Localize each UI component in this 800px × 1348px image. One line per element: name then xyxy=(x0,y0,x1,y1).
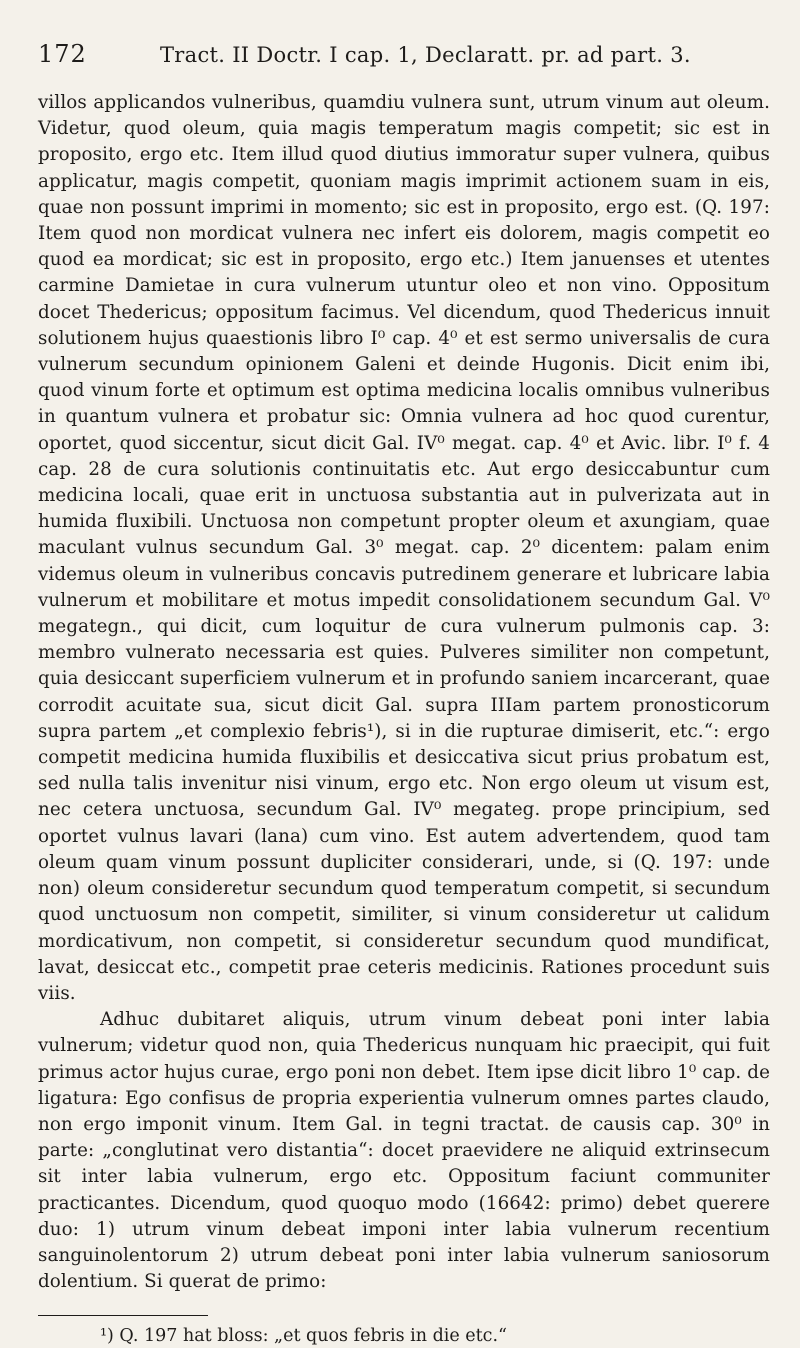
paragraph-2: Adhuc dubitaret aliquis, utrum vinum debeat poni inter labia vulnerum; videtur quod non, quia Thedericus nunquam hic praecipit, qui fuit primus actor hujus curae, ergo poni non debet. Item ipse dicit libro 1⁰ cap. de ligatura: Ego confisus de propria experientia vulnerum omnes partes claudo, non ergo imponit vinum. Item Gal. in tegni tractat. de causis cap. 30⁰ in parte: „conglutinat vero distantia“: docet praevidere ne aliquid extrinsecum sit inter labia vulnerum, ergo etc. Oppositum faciunt communiter practicantes. Dicendum, quod quoquo modo (16642: primo) debet querere duo: 1) utrum vinum debeat imponi inter labia vulnerum recentium sanguinolentorum 2) utrum debeat poni inter labia vulnerum saniosorum dolentium. Si querat de primo: xyxy=(38,1009,770,1293)
paragraph-1: villos applicandos vulneribus, quamdiu vulnera sunt, utrum vinum aut oleum. Videtur, quod oleum, quia magis temperatum magis competit; sic est in proposito, ergo etc. Item illud quod diutius immoratur super vulnera, quibus applicatur, magis competit, quoniam magis imprimit actionem suam in eis, quae non possunt imprimi in momento; sic est in proposito, ergo est. (Q. 197: Item quod non mordicat vulnera nec infert eis dolorem, magis competit eo quod ea mordicat; sic est in proposito, ergo etc.) Item januenses et utentes carmine Damietae in cura vulnerum utuntur oleo et non vino. Oppositum docet Thedericus; oppositum facimus. Vel dicendum, quod Thedericus innuit solutionem hujus quaestionis libro I⁰ cap. 4⁰ et est sermo universalis de cura vulnerum secundum opinionem Galeni et deinde Hugonis. Dicit enim ibi, quod vinum forte et optimum est optima medicina localis omnibus vulneribus in quantum vulnera et probatur sic: Omnia vulnera ad hoc quod curentur, oportet, quod siccentur, sicut dicit Gal. IV⁰ megat. cap. 4⁰ et Avic. libr. I⁰ f. 4 cap. 28 de cura solutionis continuitatis etc. Aut ergo desiccabuntur cum medicina locali, quae erit in unctuosa substantia aut in pulverizata aut in humida fluxibili. Unctuosa non competunt propter oleum et axungiam, quae maculant vulnus secundum Gal. 3⁰ megat. cap. 2⁰ dicentem: palam enim videmus oleum in vulneribus concavis putredinem generare et lubricare labia vulnerum et mobilitare et motus impedit consolidationem secundum Gal. V⁰ megategn., qui dicit, cum loquitur de cura vulnerum pulmonis cap. 3: membro vulnerato necessaria est quies. Pulveres similiter non competunt, quia desiccant superficiem vulnerum et in profundo saniem incarcerant, quae corrodit acuitate sua, sicut dicit Gal. supra IIIam partem pronosticorum supra partem „et complexio febris¹), si in die rupturae dimiserit, etc.“: ergo competit medicina humida fluxibilis et desiccativa sicut prius probatum est, sed nulla talis invenitur nisi vinum, ergo etc. Non ergo oleum ut visum est, nec cetera unctuosa, secundum Gal. IV⁰ megateg. prope principium, sed oportet vulnus lavari (lana) cum vino. Est autem advertendem, quod tam oleum quam vinum possunt dupliciter considerari, unde, si (Q. 197: unde non) oleum consideretur secundum quod temperatum competit, si secundum quod unctuosum non competit, similiter, si vinum consideretur ut calidum mordicativum, non competit, si consideretur secundum quod mundificat, lavat, desiccat etc., competit prae ceteris medicinis. Rationes procedunt suis viis. xyxy=(38,92,770,1004)
footnote: ¹) Q. 197 hat bloss: „et quos febris in die etc.“ xyxy=(100,1326,507,1347)
page-header xyxy=(38,32,770,76)
footnote-rule xyxy=(38,1315,208,1316)
body-text xyxy=(38,90,770,1295)
running-title: Tract. II Doctr. I cap. 1, Declaratt. pr. ad part. 3. xyxy=(160,43,691,67)
page-number: 172 xyxy=(38,40,87,68)
